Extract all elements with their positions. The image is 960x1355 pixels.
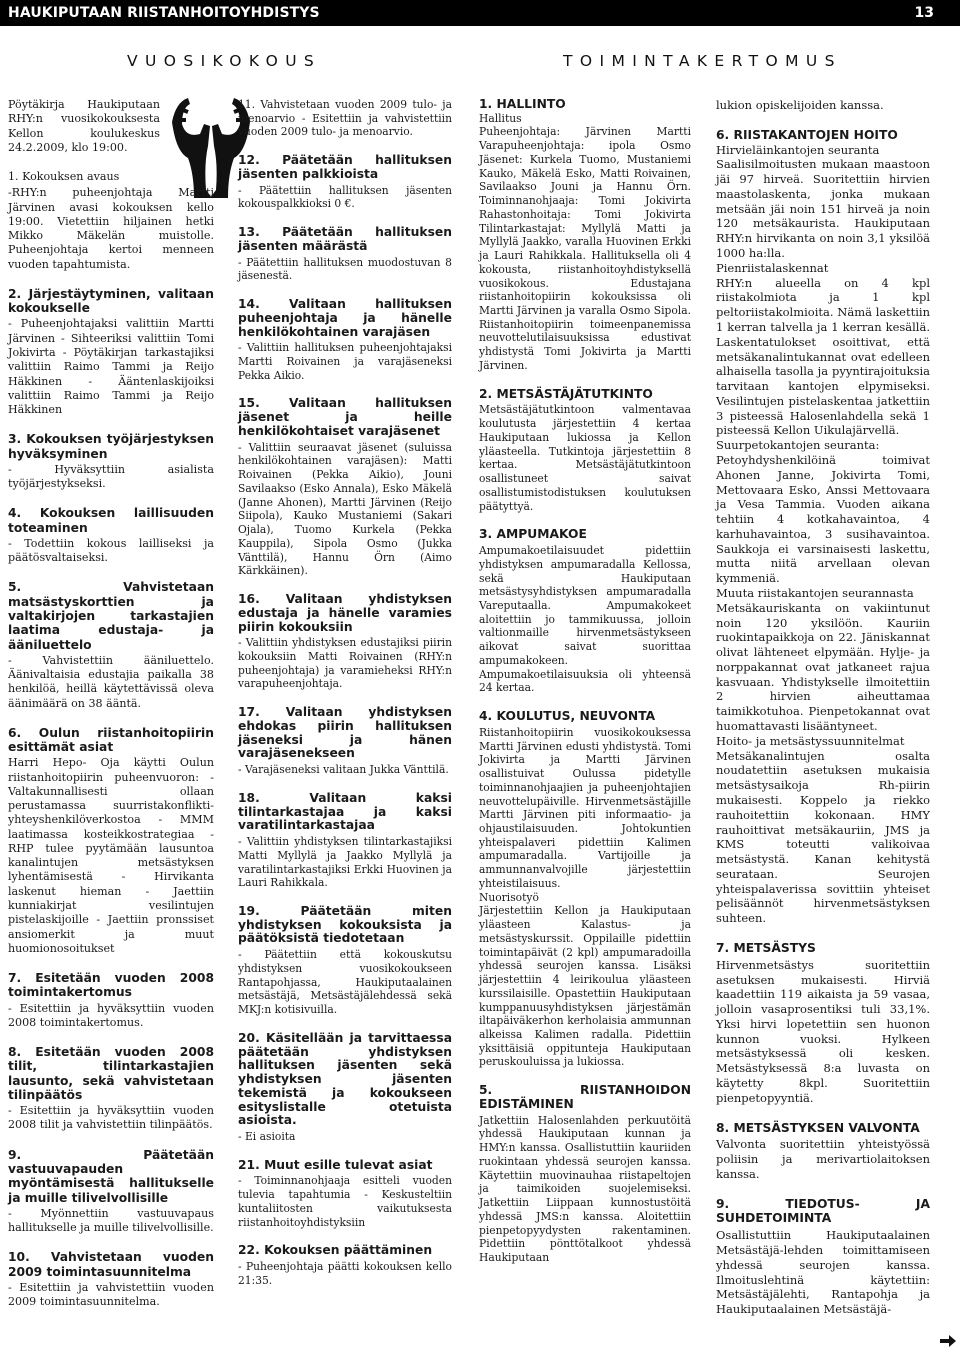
item-4-title: 4. Kokouksen laillisuuden toteaminen	[8, 506, 214, 535]
section-6-body-5: Metsäkanalintujen osalta noudatettiin asetuksen mukaisia metsästysaikoja Rh-piirin mukaisesti. Koppelo ja riekko rauhoitettiin kokonaan. HMY rauhoittivat metsäkauriin, JMS ja KMS toteutti valikoivaa metsästystä. Kanan kehitystä seurataan. Seurojen yhteispalaverissa sovittiin yhteiset pelisäännöt hirvenmetsästyksen suhteen.	[716, 748, 930, 926]
item-15-body: - Valittiin seuraavat jäsenet (suluissa henkilökohtainen varajäsen): Matti Roivainen (Pekka Aikio), Jouni Savilaakso (Esko Annala), Esko Mäkelä (Janne Ahonen), Martti Järvinen (Reijo Siipola), Kauko Mustaniemi (Sakari Ojala), Tuomo Kurkela (Pekka Kauppila), Sipola Osmo (Jukka Vänttilä), Hannu Örn (Aimo Kärkkäinen).	[238, 440, 452, 578]
item-17-body: - Varajäseneksi valitaan Jukka Vänttilä.	[238, 763, 449, 777]
section-6-body-1: Saalisilmoitusten mukaan maastoon jäi 97 hirveä. Suoritettiin hirvien maastolaskenta, jonka mukaan metsään jäi noin 151 hirveä ja noin 120 metsäkaurista. Haukiputaan RHY:n hirvikanta on noin 3,1 yksilöä 1000 ha:lla.	[716, 157, 930, 261]
section-7-heading: 7. METSÄSTYS	[716, 940, 816, 955]
item-18-body: - Valittiin yhdistyksen tilintarkastajiksi Matti Myllylä ja Jaakko Myllylä ja varatilintarkastajiksi Erkki Huovinen ja Lauri Rahikkala.	[238, 835, 452, 890]
item-4-body: - Todettiin kokous lailliseksi ja päätösvaltaiseksi.	[8, 536, 214, 565]
item-5-title: 5. Vahvistetaan matsästyskorttien ja valtakirjojen tarkastajien laatima edustaja- ja ääniluettelo	[8, 580, 214, 652]
meeting-intro: Pöytäkirja Haukiputaan RHY:n vuosikokouksesta Kellon koulukeskus 24.2.2009, klo 19:00.	[8, 98, 160, 154]
section-6-body-4: Metsäkauriskanta on vakiintunut noin 120 yksilöön. Kauriin ruokintapaikkoja on 22. Jäniskannat olivat lähteneet elpymään. Hylje- ja norppakannat ovat jatkaneet rajua kasvuaan. Yhdistykselle ilmoitettiin 2 hirvien aiheuttamaa taimikkotuhoa. Pienpetokannat ovat huomattavasti lisääntyneet.	[716, 600, 930, 734]
section-3-body: Ampumakoetilaisuudet pidettiin yhdistyksen ampumaradalla Kellossa, sekä Haukiputaan metsästysyhdistyksen ampumaradalla Vareputaalla. Ampumakokeet aloitettiin jo tammikuussa, jolloin valtionmaille hirvenmetsästykseen aikovat saivat suorittaa ampumakokeen. Ampumakoetilaisuuksia oli yhteensä 24 kertaa.	[479, 544, 691, 695]
item-12-body: - Päätettiin hallituksen jäsenten kokouspalkkioksi 0 €.	[238, 183, 452, 211]
item-9-body: - Myönnettiin vastuuvapaus hallitukselle ja muille tilivelvollisille.	[8, 1206, 214, 1235]
item-3-title: 3. Kokouksen työjärjestyksen hyväksyminen	[8, 432, 214, 461]
item-2-body: - Puheenjohtajaksi valittiin Martti Järvinen - Sihteeriksi valittiin Tomi Jokivirta - Pöytäkirjan tarkastajiksi valittiin Raimo Tammi ja Reijo Häkkinen - Ääntenlaskijoiksi valittiin Raimo Tammi ja Reijo Häkkinen	[8, 317, 214, 417]
item-2-title: 2. Järjestäytyminen, valitaan kokoukselle	[8, 286, 214, 316]
item-10-body: - Esitettiin ja vahvistettiin vuoden 2009 toimintasuunnitelma.	[8, 1280, 214, 1309]
item-16-body: - Valittiin yhdistyksen edustajiksi piirin kokouksiin Matti Roivainen (RHY:n puheenjohtaja) ja varamieheksi RHY:n varapuheenjohtaja.	[238, 636, 452, 691]
section-6-heading: 6. RIISTAKANTOJEN HOITO	[716, 127, 898, 142]
continue-arrow-icon	[940, 1335, 956, 1347]
item-21-title: 21. Muut esille tulevat asiat	[238, 1157, 433, 1172]
section-1-subheading: Hallitus	[479, 111, 522, 125]
item-18-title: 18. Valitaan kaksi tilintarkastajaa ja kaksi varatilintarkastajaa	[238, 790, 452, 833]
section-6-subheading-3: Suurpetokantojen seuranta:	[716, 438, 880, 453]
section-6-body-3: Petoyhdyshenkilöinä toimivat Ahonen Janne, Jokivirta Tomi, Mettovaara Esko, Anssi Mettovaara ja Vesa Tammia. Vuoden aikana tehtiin 4 kotkahavaintoa, 4 karhuhavaintoa, 3 susihavaintoa. Saukkoja ei varsinaisesti laskettu, mutta niitä arvellaan olevan kymmeniä.	[716, 452, 930, 586]
item-20-title: 20. Käsitellään ja tarvittaessa päätetään yhdistyksen hallituksen jäsenten sekä yhdistyksen jäsenten tekemistä ja kokoukseen esityslistalle otetuista asioista.	[238, 1030, 452, 1128]
item-12-title: 12. Päätetään hallituksen jäsenten palkkioista	[238, 153, 452, 181]
continued-text: lukion opiskelijoiden kanssa.	[716, 98, 884, 112]
item-11: 11. Vahvistetaan vuoden 2009 tulo- ja menoarvio - Esitettiin ja vahvistettiin vuoden 2009 tulo- ja menoarvio.	[238, 98, 452, 139]
item-8-title: 8. Esitetään vuoden 2008 tilit, tilintarkastajien lausunto, sekä vahvistetaan tilinpäätös	[8, 1045, 214, 1102]
section-8-body: Valvonta suoritettiin yhteistyössä poliisin ja merivartiolaitoksen kanssa.	[716, 1137, 930, 1181]
item-13-title: 13. Päätetään hallituksen jäsenten määrästä	[238, 225, 452, 253]
page-number: 13	[914, 5, 934, 21]
item-7-body: - Esitettiin ja hyväksyttiin vuoden 2008 toimintakertomus.	[8, 1001, 214, 1029]
section-2-body: Metsästäjätutkintoon valmentavaa koulutusta järjestettiin 4 kertaa Haukiputaan lukiossa ja Kellon yläasteella. Tutkintoja järjestettiin 8 kertaa. Metsästäjätutkintoon osallistuneet saivat osallistumistodistuksen koulutuksen päätyttyä.	[479, 403, 691, 513]
item-1-title: 1. Kokouksen avaus	[8, 170, 120, 184]
section-4-subheading: Nuorisotyö	[479, 890, 539, 904]
item-13-body: - Päätettiin hallituksen muodostuvan 8 jäsenestä.	[238, 255, 452, 283]
item-14-title: 14. Valitaan hallituksen puheenjohtaja ja hänelle henkilökohtainen varajäsen	[238, 297, 452, 339]
item-8-body: - Esitettiin ja hyväksyttiin vuoden 2008 tilit ja vahvistettiin tilinpäätös.	[8, 1104, 214, 1132]
page-header	[0, 0, 960, 26]
item-3-body: - Hyväksyttiin asialista työjärjestykseksi.	[8, 462, 214, 491]
column-4	[716, 98, 930, 1332]
section-6-subheading-4: Muuta riistakantojen seurannasta	[716, 586, 914, 600]
section-9-body: Osallistuttiin Haukiputaalainen Metsästäjä-lehden toimittamiseen yhdessä seurojen kanssa. Ilmoituslehtinä käytettiin: Metsästäjälehti, Rantapohja ja Haukiputaalainen Metsästäjä-	[716, 1228, 930, 1317]
item-14-body: - Valittiin hallituksen puheenjohtajaksi Martti Roivainen ja varajäseneksi Pekka Aikio.	[238, 341, 452, 382]
section-4-heading: 4. KOULUTUS, NEUVONTA	[479, 709, 656, 724]
item-17-title: 17. Valitaan yhdistyksen ehdokas piirin hallituksen jäseneksi ja hänen varajäsenekseen	[238, 705, 452, 761]
section-title-toimintakertomus: TOIMINTAKERTOMUS	[563, 52, 842, 70]
section-4-body: Riistanhoitopiirin vuosikokouksessa Martti Järvinen edusti yhdistystä. Tomi Jokivirta ja Martti Järvinen osallistuivat Oulussa pidetylle toiminnanohjaajien ja puheenjohtajien neuvottelupäiville. Hirvenmetsästäjille Martti Järvinen piti informaatio- ja ohjaustilaisuuden. Johtokuntien yhteispalaveri pidettiin Kalimen ampumaradalla. Vartijoille ja ammunnanvalvojille järjestettiin yhteistilaisuus.	[479, 725, 691, 890]
section-6-subheading-2: Pienriistalaskennat	[716, 260, 829, 275]
section-5-body: Jatkettiin Halosenlahden perkuutöitä yhdessä Haukiputaan kunnan ja HMY:n kanssa. Osallistuttiin kauriiden ruokintaan yhdessä seurojen kanssa. Käytettiin muovinauhaa riistapeltojen ja taimikoiden suojelemiseksi. Jatkettiin Liippaan kunnostustöitä yhdessä JMS:n kanssa. Aloitettiin pienpetopyydysten rakentaminen. Pidettiin pönttötalkoot yhdessä Haukiputaan	[479, 1113, 691, 1265]
item-21-body: - Toiminnanohjaaja esitteli vuoden tulevia tapahtumia - Keskusteltiin kuntaliitosten vaikutuksesta riistanhoitoyhdistyksiin	[238, 1174, 452, 1229]
item-19-body: - Päätettiin että kokouskutsu yhdistyksen vuosikokoukseen Rantapohjassa, Haukiputaalainen metsästäjä, Metsästäjälehdessä sekä MKJ:n kotisivuilla.	[238, 948, 452, 1017]
section-7-body: Hirvenmetsästys suoritettiin asetuksen mukaisesti. Hirviä kaadettiin 119 aikaista ja 59 vasaa, jolloin vasaprosentiksi tuli 33,1%. Yksi hirvi lopetettiin sen huonon kunnon vuoksi. Hylkeen metsästyksessä oli kesken. Metsästyksessä 8:a luvasta on käytetty 8kpl. Suoritettiin pienpetopyyntiä.	[716, 957, 930, 1105]
item-20-body: - Ei asioita	[238, 1130, 296, 1143]
section-title-vuosikokous: VUOSIKOKOUS	[127, 52, 322, 70]
section-1-body: Puheenjohtaja: Järvinen Martti Varapuheenjohtaja: ipola Osmo Jäsenet: Kurkela Tuomo, Mustaniemi Kauko, Mäkelä Esko, Matti Roivainen, Savilaakso Jouni ja Hannu Örn. Toiminnanohjaaja: Tomi Jokivirta Rahastonhoitaja: Tomi Jokivirta Tilintarkastajat: Myllylä Matti ja Myllylä Jaakko, varalla Huovinen Erkki ja Lauri Rahikkala. Hallituksella oli 4 kokousta, riistanhoitoyhdistyksellä vuosikokous. Edustajana riistanhoitopiirin kokouksissa oli Martti Järvinen ja varalla Osmo Sipola. Riistanhoitopiirin toimeenpanemissa neuvottelutilaisuuksissa edustivat yhdistystä Tomi Jokivirta ja Martti Järvinen.	[479, 125, 691, 372]
column-2	[238, 98, 452, 1303]
section-3-heading: 3. AMPUMAKOE	[479, 527, 587, 542]
item-19-title: 19. Päätetään miten yhdistyksen kokouksista ja päätöksistä tiedotetaan	[238, 903, 452, 946]
section-8-heading: 8. METSÄSTYKSEN VALVONTA	[716, 1120, 920, 1135]
column-3	[479, 98, 691, 1280]
item-10-title: 10. Vahvistetaan vuoden 2009 toimintasuunnitelma	[8, 1250, 214, 1279]
item-22-body: - Puheenjohtaja päätti kokouksen kello 21:35.	[238, 1260, 452, 1287]
item-1-body: -RHY:n puheenjohtaja Martti Järvinen avasi kokouksen kello 19:00. Vietettiin hiljainen hetki Mikko Mäkelän muistolle. Puheenjohtaja kertoi menneen vuoden tapahtumista.	[8, 186, 214, 271]
item-5-body: - Vahvistettiin ääniluettelo. Äänivaltaisia edustajia paikalla 38 henkilöä, heillä käytettävissä oleva äänimäärä on 38 ääntä.	[8, 653, 214, 710]
section-2-heading: 2. METSÄSTÄJÄTUTKINTO	[479, 386, 653, 401]
item-22-title: 22. Kokouksen päättäminen	[238, 1243, 433, 1258]
section-6-body-2: RHY:n alueella on 4 kpl riistakolmiota ja 1 kpl peltoriistakolmioita. Nämä laskettiin 1 kerran talvella ja 1 kerran kesällä. Laskentatulokset osoittivat, että metsäkanalintukannat ovat edelleen alhaisella tasolla ja pyyntirajoituksia tarvitaan kantojen elpymiseksi. Vesilintujen pistelaskentaa jatkettiin 3 pisteessä Halosenlahdella sekä 1 pisteessä Kellon Uikulajärvellä.	[716, 275, 930, 438]
item-9-title: 9. Päätetään vastuuvapauden myöntämisestä hallitukselle ja muille tilivelvollisille	[8, 1147, 214, 1205]
section-6-subheading-5: Hoito- ja metsästyssuunnitelmat	[716, 733, 905, 748]
section-5-heading: 5. RIISTANHOIDON EDISTÄMINEN	[479, 1083, 691, 1111]
column-1	[8, 98, 214, 1324]
section-4-body-2: Järjestettiin Kellon ja Haukiputaan yläasteen Kalastus- ja metsästyskurssit. Oppilaille pidettiin toimintapäivät (2 kpl) ampumaradoilla yhdessä seurojen kanssa. Lisäksi järjestettiin 4 leirikoulua yläasteen kurssilaisille. Opastettiin Haukiputaan kumppanuusyhdistyksen järjestämän iltapäiväkerhon kerholaisia ammunnan alkeissa Kalimen radalla. Pidettiin yksittäisiä oppitunteja Haukiputaan peruskouluissa ja lukiossa.	[479, 904, 691, 1069]
item-7-title: 7. Esitetään vuoden 2008 toimintakertomus	[8, 971, 214, 1000]
section-1-heading: 1. HALLINTO	[479, 97, 566, 111]
item-6-title: 6. Oulun riistanhoitopiirin esittämät asiat	[8, 725, 214, 755]
item-6-body: Harri Hepo- Oja käytti Oulun riistanhoitopiirin puheenvuoron: - Valtakunnallisesti ollaan perustamassa suurristakonflikti-yhteyshenkilöverkostoa - MMM laatimassa kosteikkostrategiaa - RHP tulee pyytämään lausuntoa kanalintujen metsästyksen lyhentämisestä - Hirvikanta laskenut hieman - Jaettiin kunniakirjat vesilintujen pistelaskijoille - Jaettiin pronssiset ansiomerkit ja muut huomionosoitukset	[8, 756, 214, 955]
header-org-name: HAUKIPUTAAN RIISTANHOITOYHDISTYS	[8, 5, 320, 21]
section-9-heading: 9. TIEDOTUS- JA SUHDETOIMINTA	[716, 1196, 930, 1226]
section-6-subheading-1: Hirvieläinkantojen seuranta	[716, 142, 880, 157]
item-15-title: 15. Valitaan hallituksen jäsenet ja heille henkilökohtaiset varajäsenet	[238, 396, 452, 438]
item-16-title: 16. Valitaan yhdistyksen edustaja ja hänelle varamies piirin kokouksiin	[238, 592, 452, 634]
